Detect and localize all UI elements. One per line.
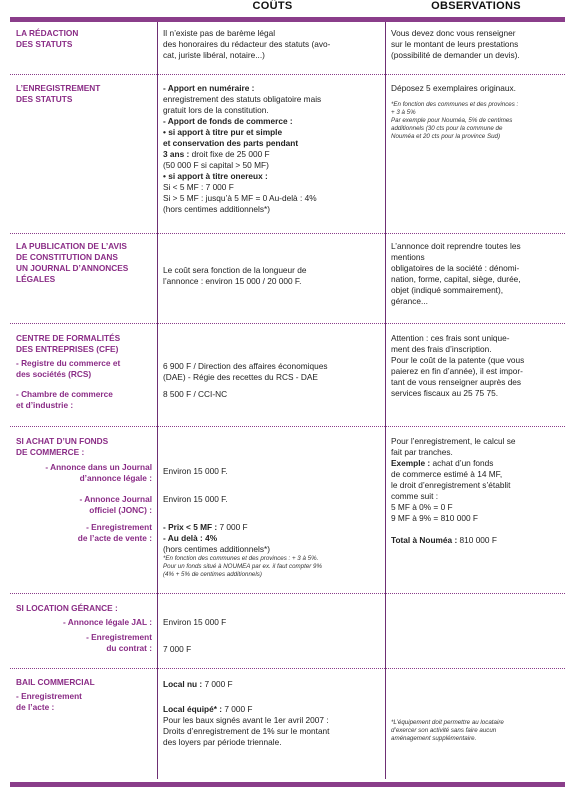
cost-line: • si apport à titre onereux : bbox=[163, 171, 268, 181]
row-separator bbox=[10, 233, 565, 234]
row-sub-location-jal: - Annonce légale JAL : bbox=[63, 617, 152, 627]
row-cost-enregistrement bbox=[163, 83, 381, 215]
row-label-publication: LA PUBLICATION DE L’AVIS DE CONSTITUTION DANS UN JOURNAL D’ANNONCES LÉGALES bbox=[16, 241, 129, 284]
obs-label: Total à Nouméa : bbox=[391, 535, 458, 545]
obs-text: Pour l’enregistrement, le calcul se fait par tranches. bbox=[391, 436, 516, 457]
row-sub-cci: - Chambre de commerce et d’industrie : bbox=[16, 389, 113, 410]
obs-text: achat d’un fonds de commerce estimé à 14 MF, le droit d’enregistrement s’établit comme suit : 5 MF à 0% = 0 F 9 MF à 9% = 810 000 F bbox=[391, 458, 511, 523]
row-cost-location-jal: Environ 15 000 F bbox=[163, 617, 227, 627]
row-sub-location-contrat: - Enregistrement du contrat : bbox=[86, 632, 152, 653]
row-cost-bail bbox=[163, 679, 381, 748]
row-label-achat: SI ACHAT D’UN FONDS DE COMMERCE : bbox=[16, 436, 109, 457]
row-label-bail: BAIL COMMERCIAL bbox=[16, 677, 95, 687]
cost-value: (hors centimes additionnels*) bbox=[163, 544, 270, 554]
row-obs-redaction: Vous devez donc vous renseigner sur le montant de leurs prestations (possibilité de demander un devis). bbox=[391, 28, 520, 60]
cost-line: Si < 5 MF : 7 000 F Si > 5 MF : jusqu’à 5 MF = 0 Au-delà : 4% (hors centimes additionnels*) bbox=[163, 182, 317, 214]
row-separator bbox=[10, 668, 565, 669]
row-cost-achat-jal: Environ 15 000 F. bbox=[163, 466, 228, 476]
row-label-cfe: CENTRE DE FORMALITÉS DES ENTREPRISES (CFE) bbox=[16, 333, 121, 354]
cost-value: 7 000 F bbox=[202, 679, 233, 689]
obs-text: 810 000 F bbox=[457, 535, 497, 545]
cost-label: - Prix < 5 MF : bbox=[163, 522, 218, 532]
row-obs-cfe: Attention : ces frais sont unique- ment des frais d’inscription. Pour le coût de la patente (que vous paierez en fin d’année), il est impor- tant de vous renseigner auprès des services fiscaux au 25 75 75. bbox=[391, 333, 525, 398]
cost-line: - Apport de fonds de commerce : bbox=[163, 116, 293, 126]
row-separator bbox=[10, 426, 565, 427]
row-cost-achat-jonc: Environ 15 000 F. bbox=[163, 494, 228, 504]
row-separator bbox=[10, 74, 565, 75]
row-cost-location-contrat: 7 000 F bbox=[163, 644, 192, 654]
cost-line: - Apport en numéraire : bbox=[163, 83, 255, 93]
header-costs: COÛTS bbox=[252, 0, 293, 12]
row-separator bbox=[10, 323, 565, 324]
row-obs-note-enregistrement: *En fonction des communes et des provinces : + 3 à 5% Par exemple pour Nouméa, 5% de centimes additionnels (30 cts pour la commune de Nouméa et 20 cts pour la province Sud) bbox=[391, 101, 519, 140]
row-cost-cfe-dae: 6 900 F / Direction des affaires économiques (DAE) - Régie des recettes du RCS - DAE bbox=[163, 361, 328, 382]
row-obs-enregistrement: Déposez 5 exemplaires originaux. bbox=[391, 83, 516, 93]
row-sub-rcs: - Registre du commerce et des sociétés (RCS) bbox=[16, 358, 121, 379]
row-cost-achat-vente bbox=[163, 522, 381, 579]
row-label-redaction: LA RÉDACTION DES STATUTS bbox=[16, 28, 79, 49]
cost-label: - Au delà : 4% bbox=[163, 533, 218, 543]
cost-note: *En fonction des communes et des provinces : + 3 à 5%. Pour un fonds situé à NOUMEA par ex. il faut compter 9% (4% + 5% de centimes additionnels) bbox=[163, 555, 322, 578]
row-separator bbox=[10, 593, 565, 594]
cost-text: Pour les baux signés avant le 1er avril 2007 : Droits d’enregistrement de 1% sur le montant des loyers par période triennale. bbox=[163, 715, 330, 747]
row-cost-publication: Le coût sera fonction de la longueur de l’annonce : environ 15 000 / 20 000 F. bbox=[163, 265, 307, 286]
cost-line: enregistrement des statuts obligatoire mais gratuit lors de la constitution. bbox=[163, 94, 322, 115]
row-label-location: SI LOCATION GÉRANCE : bbox=[16, 603, 118, 613]
row-obs-note-bail: *L’équipement doit permettre au locataire d’exercer son activité sans faire aucun aménagement supplémentaire. bbox=[391, 719, 504, 742]
cost-line: • si apport à titre pur et simple et conservation des parts pendant 3 ans : bbox=[163, 127, 299, 159]
column-divider-1 bbox=[157, 22, 158, 779]
bottom-divider bbox=[10, 782, 565, 787]
row-cost-cfe-cci: 8 500 F / CCI-NC bbox=[163, 389, 228, 399]
cost-label: Local équipé* : bbox=[163, 704, 223, 714]
cost-line: droit fixe de 25 000 F (50 000 F si capital > 50 MF) bbox=[163, 149, 270, 170]
row-sub-jonc: - Annonce Journal officiel (JONC) : bbox=[79, 494, 152, 515]
row-sub-bail-acte: - Enregistrement de l’acte : bbox=[16, 691, 82, 712]
row-label-enregistrement: L’ENREGISTREMENT DES STATUTS bbox=[16, 83, 101, 104]
row-obs-achat bbox=[391, 436, 561, 546]
top-divider bbox=[10, 17, 565, 22]
row-obs-publication: L’annonce doit reprendre toutes les mentions obligatoires de la société : dénomi- nation, forme, capital, siège, durée, objet (indiqué sommairement), gérance... bbox=[391, 241, 521, 306]
row-sub-vente: - Enregistrement de l’acte de vente : bbox=[77, 522, 152, 543]
obs-label: Exemple : bbox=[391, 458, 431, 468]
cost-value: 7 000 F bbox=[217, 522, 248, 532]
row-sub-jal: - Annonce dans un Journal d’annonce légale : bbox=[45, 462, 152, 483]
cost-label: Local nu : bbox=[163, 679, 203, 689]
cost-value: 7 000 F bbox=[222, 704, 253, 714]
header-observations: OBSERVATIONS bbox=[431, 0, 521, 12]
row-cost-redaction: Il n’existe pas de barème légal des honoraires du rédacteur des statuts (avo- cat, juriste libéral, notaire...) bbox=[163, 28, 331, 60]
column-divider-2 bbox=[385, 22, 386, 779]
